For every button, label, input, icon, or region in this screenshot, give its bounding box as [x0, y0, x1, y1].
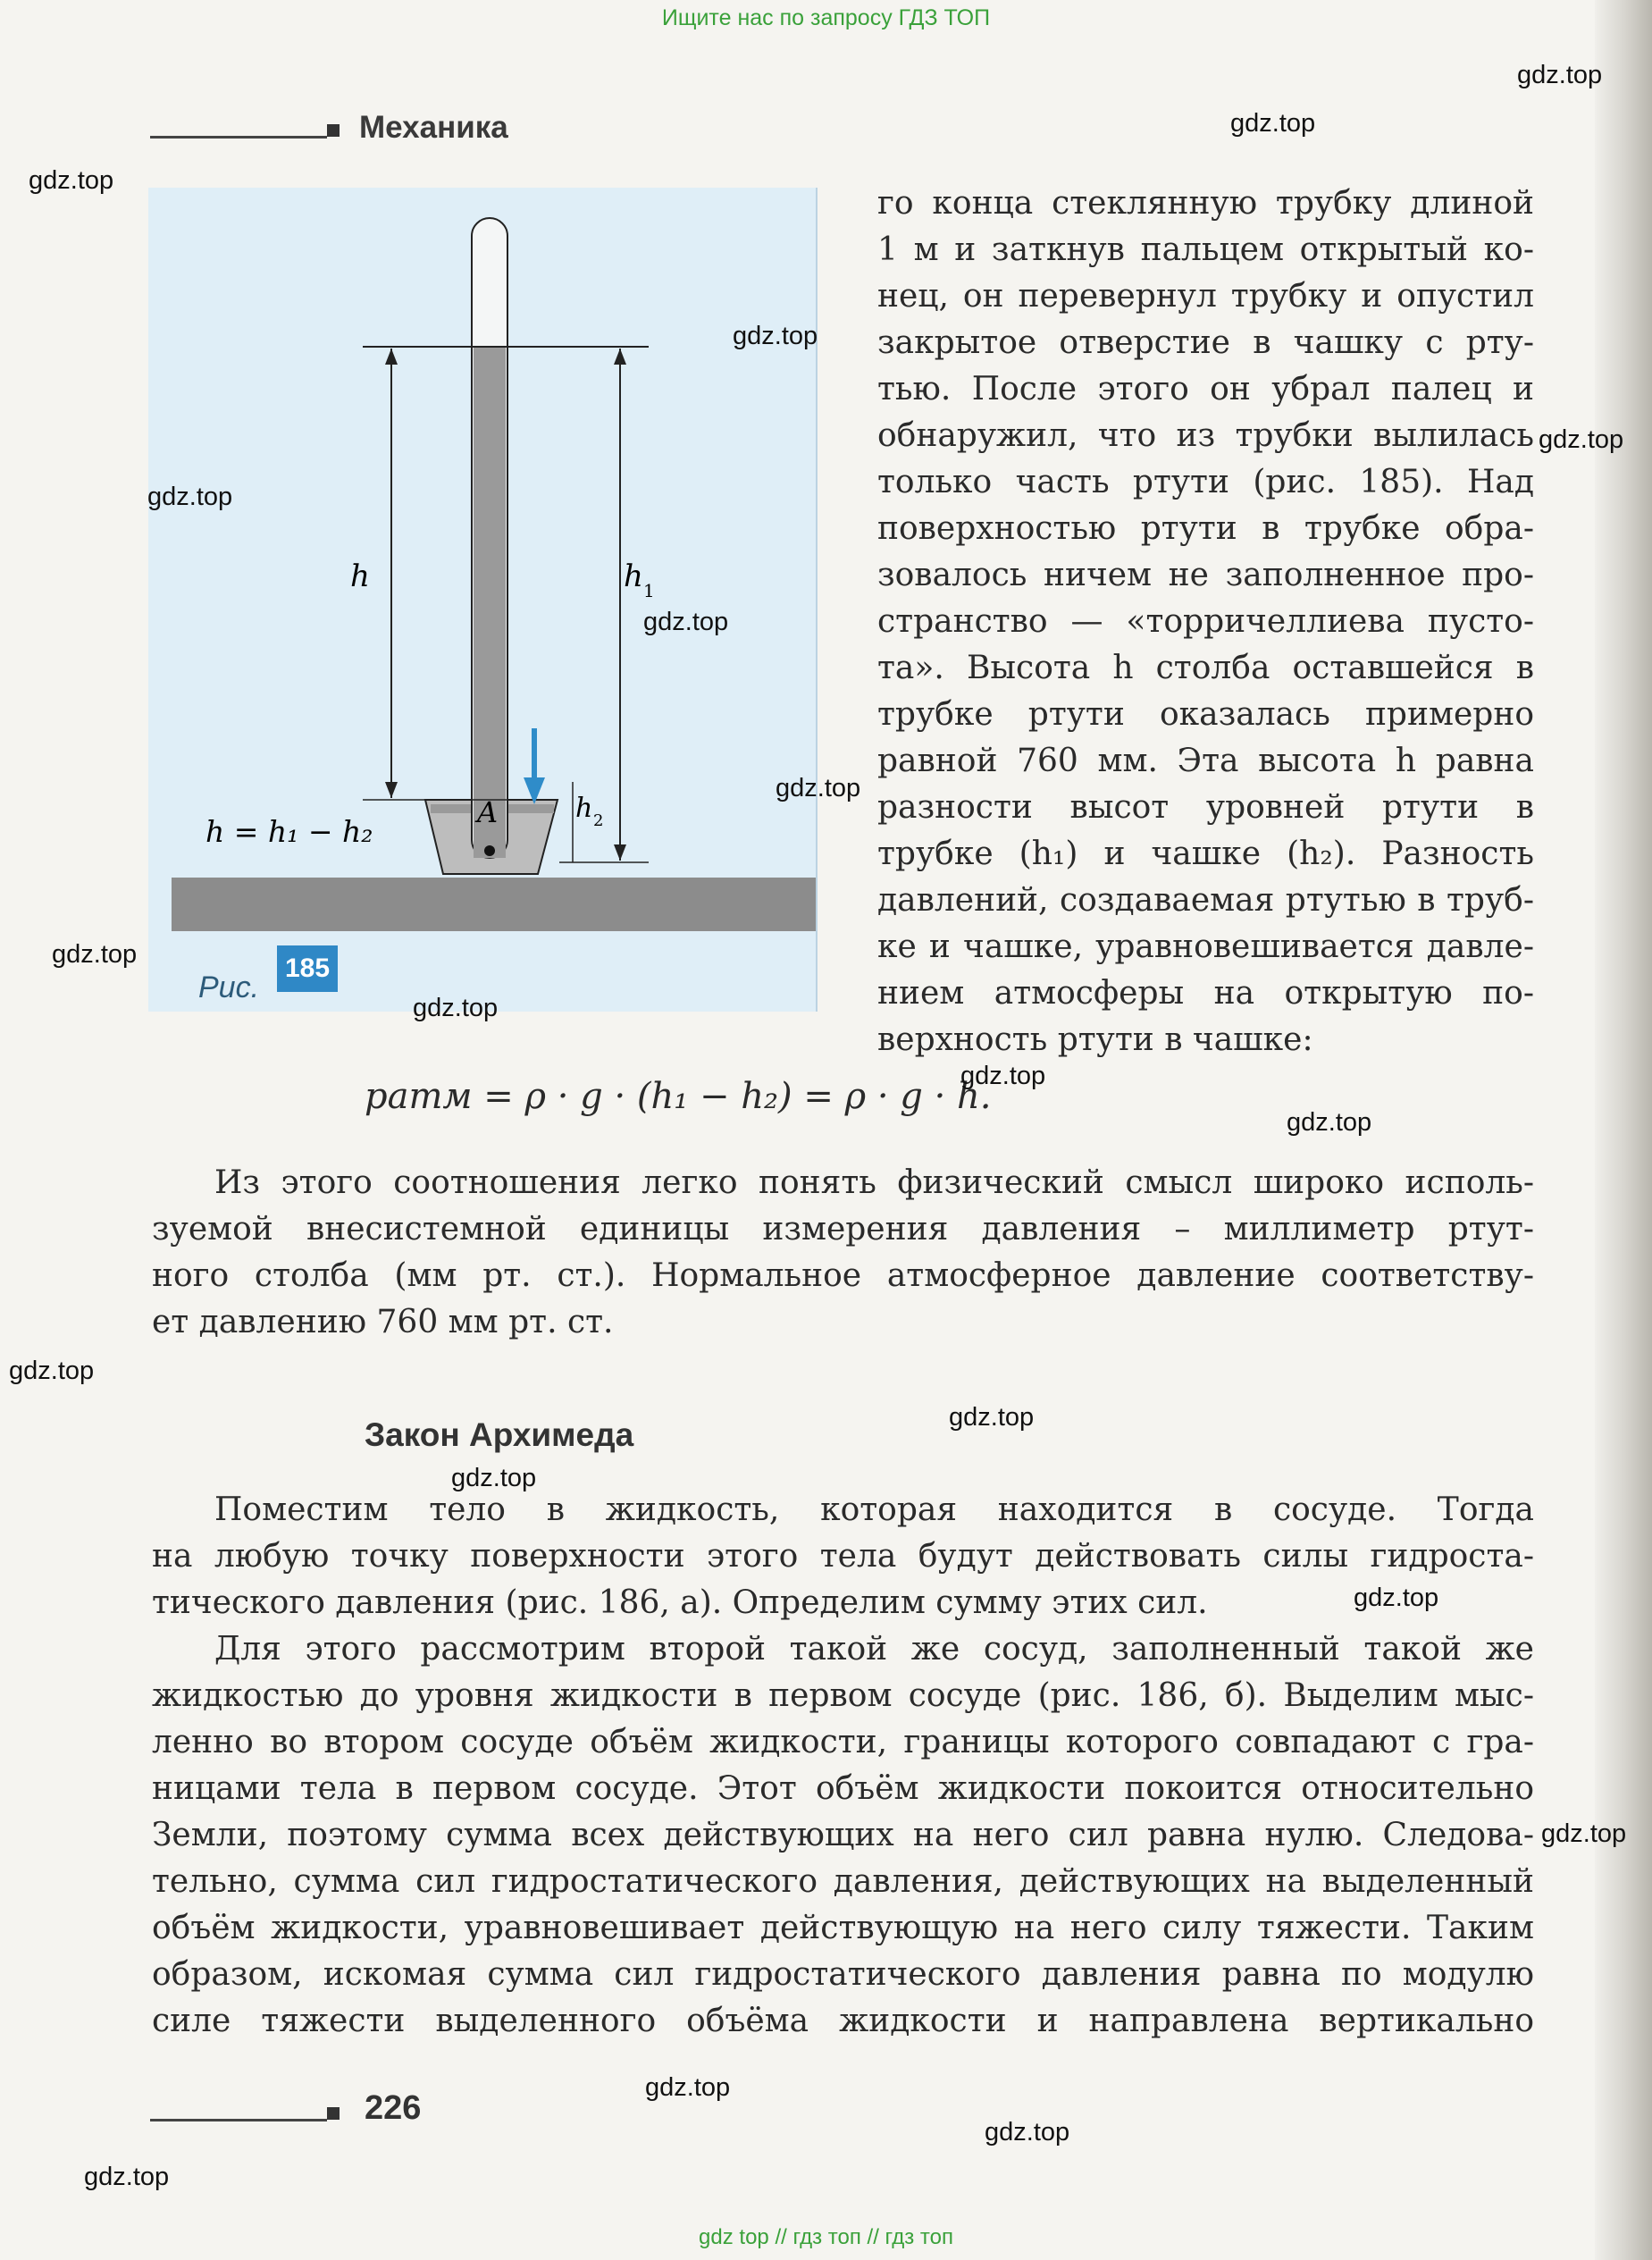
watermark: gdz.top — [413, 994, 499, 1022]
label-a: A — [477, 795, 499, 829]
paragraph-line: Поместим тело в жидкость, которая находится в сосуде. Тогда — [214, 1491, 1534, 1528]
column-line: обнаружил, что из трубки вылилась — [877, 417, 1534, 454]
watermark: gdz.top — [776, 774, 861, 802]
watermark: gdz.top — [52, 940, 138, 969]
watermark: gdz.top — [643, 608, 729, 636]
paragraph-line: ет давлению 760 мм рт. ст. — [152, 1304, 614, 1340]
torricelli-diagram — [148, 188, 816, 1012]
column-line: поверхностью ртути в трубке обра- — [877, 510, 1534, 547]
label-h2-sub: 2 — [593, 811, 604, 830]
watermark: gdz.top — [1230, 109, 1316, 138]
column-line: ке и чашке, уравновешивается давле- — [877, 928, 1534, 965]
figure-185 — [148, 188, 818, 1012]
book-spine-shadow — [1595, 0, 1652, 2260]
label-h1: h — [624, 559, 643, 594]
paragraph-line: зуемой внесистемной единицы измерения давления – миллиметр ртут- — [152, 1211, 1534, 1248]
watermark: gdz.top — [9, 1357, 95, 1385]
column-line: нец, он перевернул трубку и опустил — [877, 278, 1534, 315]
label-h2: h — [575, 793, 593, 824]
paragraph-line: объём жидкости, уравновешивает действующую на него силу тяжести. Таким — [152, 1910, 1534, 1946]
section-title: Закон Архимеда — [365, 1416, 634, 1453]
watermark: gdz.top — [84, 2163, 170, 2191]
figure-caption-label: Рис. — [198, 970, 260, 1004]
paragraph-line: Земли, поэтому сумма всех действующих на него сил равна нулю. Следова- — [152, 1817, 1534, 1853]
paragraph-line: тического давления (рис. 186, а). Определим сумму этих сил. — [152, 1584, 1208, 1621]
column-line: равной 760 мм. Эта высота h равна — [877, 743, 1534, 779]
column-line: та». Высота h столба оставшейся в — [877, 650, 1534, 686]
watermark: gdz.top — [949, 1403, 1035, 1432]
watermark: gdz.top — [960, 1062, 1046, 1090]
watermark: gdz.top — [1287, 1108, 1372, 1137]
figure-number-badge: 185 — [277, 945, 338, 992]
watermark: gdz.top — [645, 2073, 731, 2102]
pressure-formula: pатм = ρ · g · (h₁ − h₂) = ρ · g · h. — [365, 1076, 992, 1117]
paragraph-line: на любую точку поверхности этого тела будут действовать силы гидроста- — [152, 1538, 1534, 1575]
paragraph-line: жидкостью до уровня жидкости в первом сосуде (рис. 186, б). Выделим мыс- — [152, 1677, 1534, 1714]
watermark: gdz.top — [29, 166, 114, 195]
column-line: давлений, создаваемая ртутью в труб- — [877, 882, 1534, 919]
watermark: gdz.top — [733, 322, 818, 350]
watermark: gdz.top — [1541, 1819, 1627, 1848]
column-line: трубке (h₁) и чашке (h₂). Разность — [877, 836, 1534, 872]
label-equation: h = h₁ − h₂ — [205, 814, 373, 849]
column-line: верхность ртути в чашке: — [877, 1021, 1313, 1058]
header-rule — [150, 136, 327, 139]
paragraph-line: образом, искомая сумма сил гидростатического давления равна по модулю — [152, 1956, 1534, 1993]
paragraph-line: ленно во втором сосуде объём жидкости, границы которого совпадают с гра- — [152, 1724, 1534, 1760]
top-banner[interactable]: Ищите нас по запросу ГДЗ ТОП — [661, 5, 991, 30]
watermark: gdz.top — [985, 2118, 1070, 2147]
column-line: тью. После этого он убрал палец и — [877, 371, 1534, 407]
paragraph-line: ницами тела в первом сосуде. Этот объём жидкости покоится относительно — [152, 1770, 1534, 1807]
page-number: 226 — [365, 2089, 422, 2127]
paragraph-line: тельно, сумма сил гидростатического давления, действующих на выделенный — [152, 1863, 1534, 1900]
paragraph-line: ного столба (мм рт. ст.). Нормальное атмосферное давление соответству- — [152, 1257, 1534, 1294]
label-h: h — [350, 559, 370, 594]
footer-rule — [150, 2119, 327, 2121]
table-surface — [172, 878, 816, 931]
column-line: только часть ртути (рис. 185). Над — [877, 464, 1534, 500]
bottom-banner[interactable]: gdz top // гдз топ // гдз топ — [699, 2225, 953, 2249]
paragraph-line: силе тяжести выделенного объёма жидкости и направлена вертикально — [152, 2003, 1534, 2039]
header-square — [327, 124, 340, 137]
watermark: gdz.top — [1517, 61, 1603, 89]
watermark: gdz.top — [1354, 1584, 1439, 1612]
section-header: Механика — [359, 110, 508, 145]
column-line: странство — «торричеллиева пусто- — [877, 603, 1534, 640]
watermark: gdz.top — [451, 1464, 537, 1492]
column-line: разности высот уровней ртути в — [877, 789, 1534, 826]
column-line: го конца стеклянную трубку длиной — [877, 185, 1534, 222]
watermark: gdz.top — [147, 483, 233, 511]
column-line: зовалось ничем не заполненное про- — [877, 557, 1534, 593]
paragraph-line: Из этого соотношения легко понять физический смысл широко исполь- — [214, 1164, 1534, 1201]
watermark: gdz.top — [1539, 425, 1624, 454]
column-line: трубке ртути оказалась примерно — [877, 696, 1534, 733]
footer-square — [327, 2107, 340, 2120]
label-h1-sub: 1 — [643, 580, 655, 601]
paragraph-line: Для этого рассмотрим второй такой же сосуд, заполненный такой же — [214, 1631, 1534, 1668]
column-line: 1 м и заткнув пальцем открытый ко- — [877, 231, 1534, 268]
column-line: закрытое отверстие в чашку с рту- — [877, 324, 1534, 361]
mercury-column — [474, 347, 506, 858]
column-line: нием атмосферы на открытую по- — [877, 975, 1534, 1012]
point-a — [484, 845, 495, 856]
